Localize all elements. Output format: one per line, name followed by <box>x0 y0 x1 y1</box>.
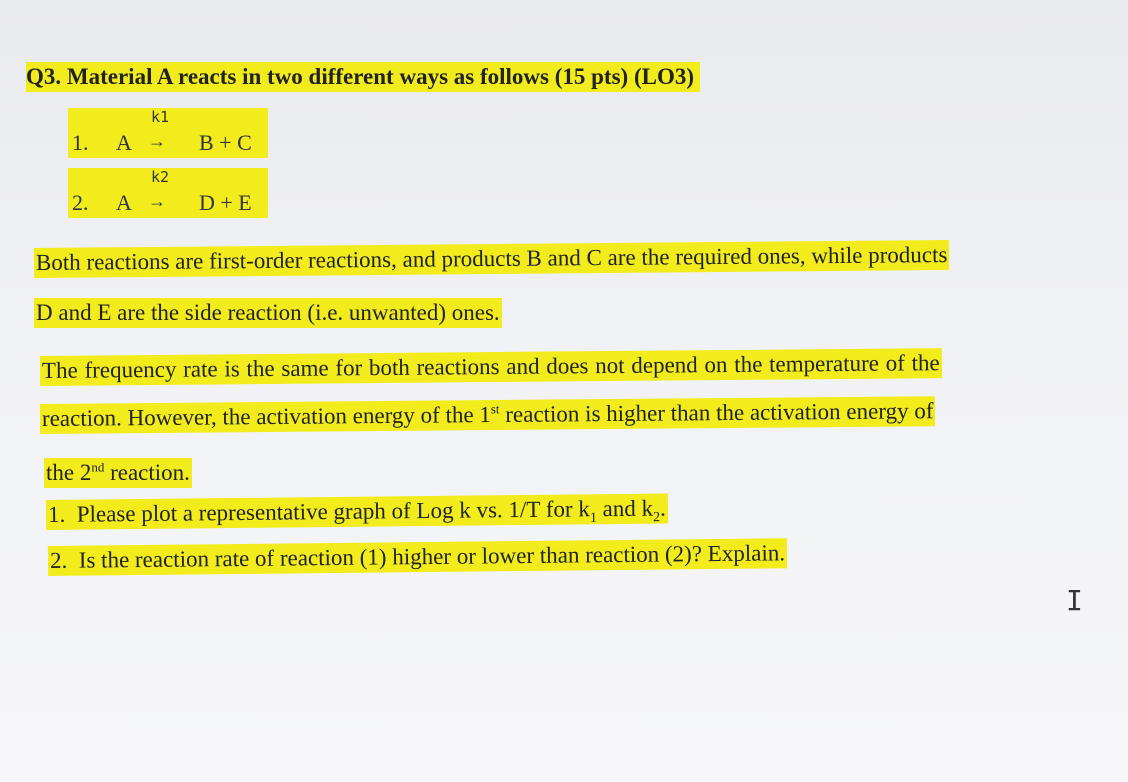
task-2 <box>48 538 787 576</box>
subscript: 2 <box>653 510 661 526</box>
reaction-number: 1. <box>72 130 89 155</box>
superscript: st <box>490 401 500 417</box>
reaction-1 <box>68 108 268 158</box>
reactant: A <box>116 190 132 215</box>
text: and k <box>596 495 654 522</box>
paragraph2-line1: The frequency rate is the same for both reactions and does not depend on the temperature of the <box>40 348 942 386</box>
paragraph2-line3 <box>44 458 192 488</box>
paragraph2-line2 <box>40 396 936 434</box>
rate-constant-k2: k2 <box>151 168 170 186</box>
rate-constant-k1: k1 <box>151 108 170 126</box>
arrow-icon: → <box>148 191 166 211</box>
arrow-icon: → <box>148 131 166 151</box>
reaction-2 <box>68 168 268 218</box>
products: D + E <box>199 190 252 215</box>
question-title: Q3. Material A reacts in two different ways as follows (15 pts) (LO3) <box>26 62 700 92</box>
text: reaction. <box>104 460 190 485</box>
text: Please plot a representative graph of Log k vs. 1/T for k <box>76 496 590 527</box>
reaction-number: 2. <box>72 190 89 215</box>
text: the 2 <box>46 460 92 485</box>
text: reaction. However, the activation energy of the 1 <box>41 402 491 431</box>
paragraph1-line1: Both reactions are first-order reactions, and products B and C are the required ones, while products <box>34 240 950 278</box>
subscript: 1 <box>589 510 598 526</box>
text: Is the reaction rate of reaction (1) higher or lower than reaction (2)? Explain. <box>78 540 786 573</box>
text-cursor-icon: I <box>1066 584 1083 617</box>
reactant: A <box>116 130 132 155</box>
task-number: 2. <box>49 547 68 573</box>
text: . <box>659 495 666 521</box>
task-1 <box>46 493 668 530</box>
superscript: nd <box>91 459 105 475</box>
text: reaction is higher than the activation energy of <box>499 398 934 427</box>
paragraph1-line2: D and E are the side reaction (i.e. unwanted) ones. <box>34 298 502 328</box>
task-number: 1. <box>47 501 66 527</box>
products: B + C <box>199 130 252 155</box>
